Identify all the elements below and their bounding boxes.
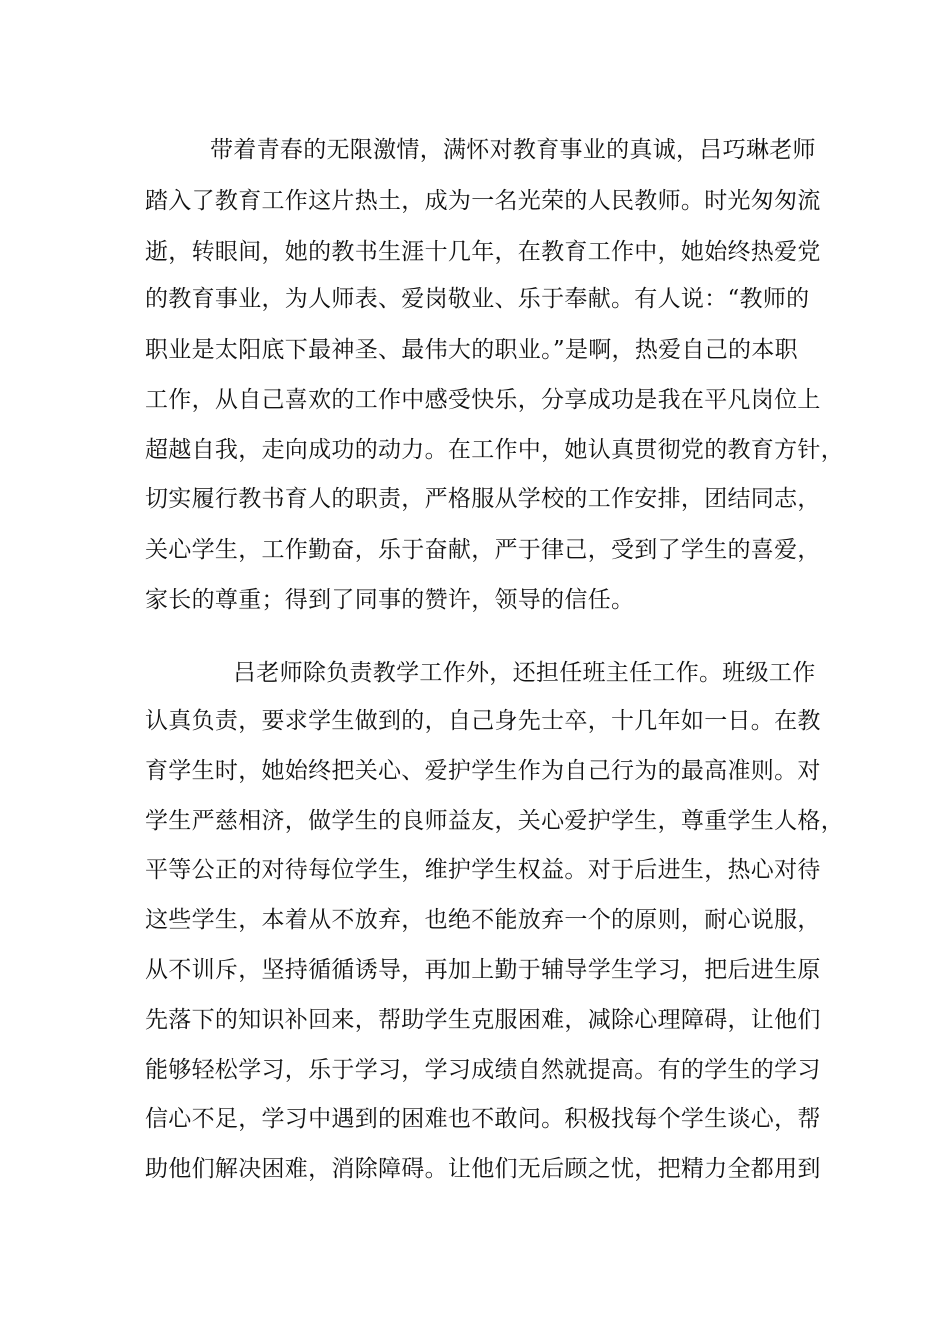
paragraph-line: 家长的尊重；得到了同事的赞许，领导的信任。 <box>145 587 635 613</box>
paragraph-line: 吕老师除负责教学工作外，还担任班主任工作。班级工作 <box>233 660 816 686</box>
paragraph-line: 关心学生，工作勤奋，乐于奋献，严于律己，受到了学生的喜爱， <box>145 537 821 563</box>
paragraph-line: 职业是太阳底下最神圣、最伟大的职业。”是啊，热爱自己的本职 <box>145 337 798 363</box>
paragraph-line: 从不训斥，坚持循循诱导，再加上勤于辅导学生学习，把后进生原 <box>145 957 821 983</box>
paragraph-line: 先落下的知识补回来，帮助学生克服困难，减除心理障碍，让他们 <box>145 1007 821 1033</box>
paragraph-line: 育学生时，她始终把关心、爱护学生作为自己行为的最高准则。对 <box>145 758 821 784</box>
paragraph-line: 带着青春的无限激情，满怀对教育事业的真诚，吕巧琳老师 <box>210 137 816 163</box>
paragraph-line: 超越自我，走向成功的动力。在工作中，她认真贯彻党的教育方针， <box>145 437 844 463</box>
paragraph-line: 平等公正的对待每位学生，维护学生权益。对于后进生，热心对待 <box>145 857 821 883</box>
paragraph-line: 认真负责，要求学生做到的，自己身先士卒，十几年如一日。在教 <box>145 708 821 734</box>
paragraph-line: 逝，转眼间，她的教书生涯十几年，在教育工作中，她始终热爱党 <box>145 239 821 265</box>
paragraph-line: 切实履行教书育人的职责，严格服从学校的工作安排，团结同志， <box>145 486 821 512</box>
paragraph-line: 这些学生，本着从不放弃，也绝不能放弃一个的原则，耐心说服， <box>145 907 821 933</box>
paragraph-line: 踏入了教育工作这片热土，成为一名光荣的人民教师。时光匆匆流 <box>145 188 821 214</box>
paragraph-line: 信心不足，学习中遇到的困难也不敢问。积极找每个学生谈心，帮 <box>145 1106 821 1132</box>
paragraph-line: 工作，从自己喜欢的工作中感受快乐，分享成功是我在平凡岗位上 <box>145 387 821 413</box>
paragraph-line: 的教育事业，为人师表、爱岗敬业、乐于奉献。有人说：“教师的 <box>145 286 810 312</box>
paragraph-line: 学生严慈相济，做学生的良师益友，关心爱护学生，尊重学生人格， <box>145 808 844 834</box>
paragraph-line: 助他们解决困难，消除障碍。让他们无后顾之忧，把精力全都用到 <box>145 1156 821 1182</box>
paragraph-line: 能够轻松学习，乐于学习，学习成绩自然就提高。有的学生的学习 <box>145 1057 821 1083</box>
